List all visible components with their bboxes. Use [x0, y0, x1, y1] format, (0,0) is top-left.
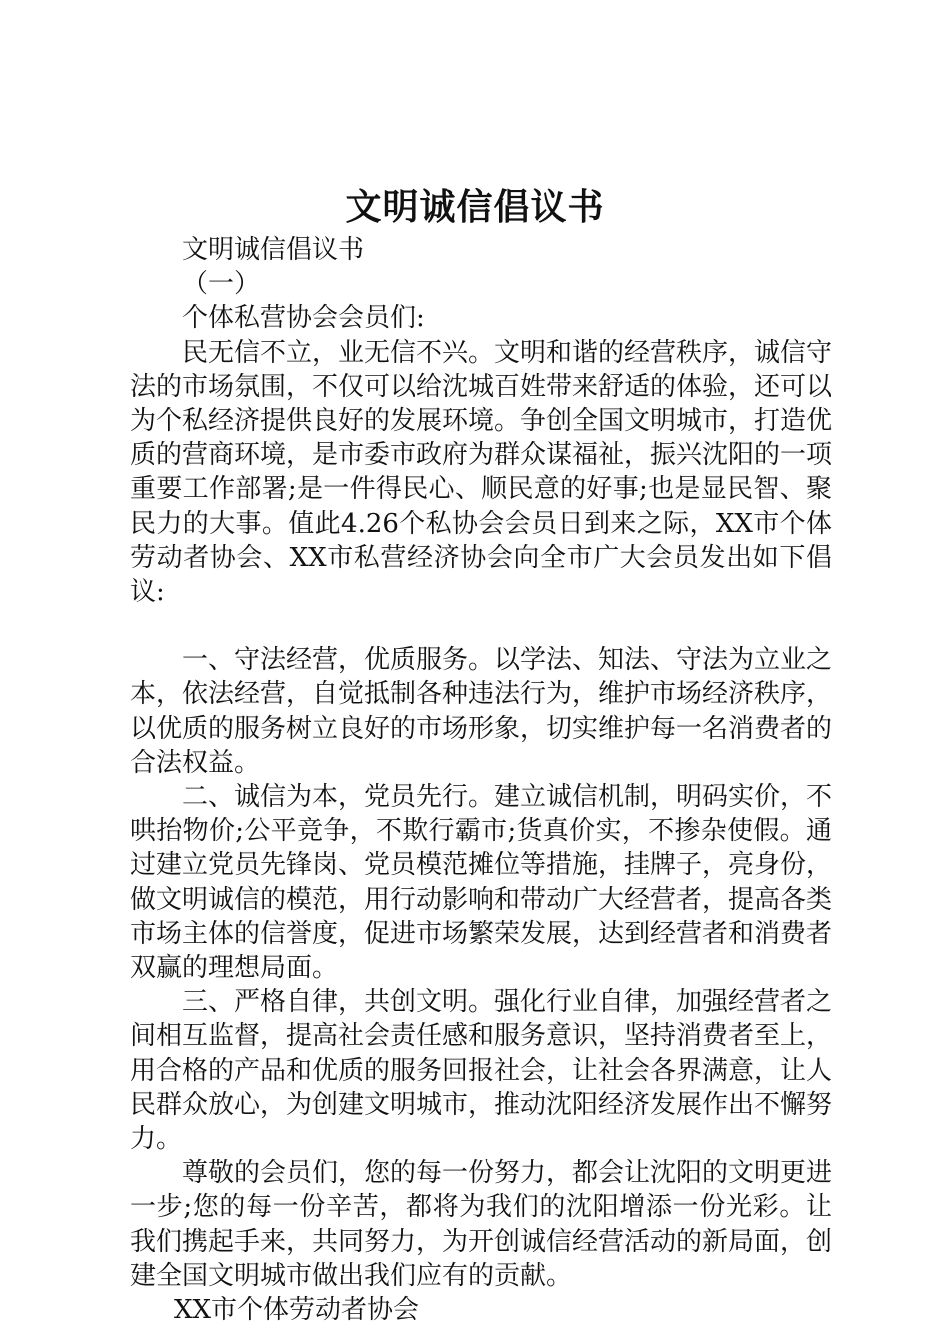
proposal-item-1: 一、守法经营，优质服务。以学法、知法、守法为立业之本，依法经营，自觉抵制各种违法行为，维护市场经济秩序，以优质的服务树立良好的市场形象，切实维护每一名消费者的合法权益。	[130, 645, 833, 778]
salutation: 个体私营协会会员们:	[182, 303, 425, 334]
proposal-item-3: 三、严格自律，共创文明。强化行业自律，加强经营者之间相互监督，提高社会责任感和服务意识，坚持消费者至上，用合格的产品和优质的服务回报社会，让社会各界满意，让人民群众放心，为创建文明城市，推动沈阳经济发展作出不懈努力。	[130, 987, 833, 1155]
document-body	[130, 233, 832, 1327]
paragraph-spacer	[130, 609, 832, 643]
intro-paragraph: 民无信不立，业无信不兴。文明和谐的经营秩序，诚信守法的市场氛围，不仅可以给沈城百姓带来舒适的体验，还可以为个私经济提供良好的发展环境。争创全国文明城市，打造优质的营商环境，是市委市政府为群众谋福祉，振兴沈阳的一项重要工作部署;是一件得民心、顺民意的好事;也是显民智、聚民力的大事。值此4.26个私协会会员日到来之际，XX市个体劳动者协会、XX市私营经济协会向全市广大会员发出如下倡议:	[130, 337, 833, 608]
proposal-item-2: 二、诚信为本，党员先行。建立诚信机制，明码实价，不哄抬物价;公平竞争，不欺行霸市;货真价实，不掺杂使假。通过建立党员先锋岗、党员模范摊位等措施，挂牌子，亮身份，做文明诚信的模范，用行动影响和带动广大经营者，提高各类市场主体的信誉度，促进市场繁荣发展，达到经营者和消费者双赢的理想局面。	[130, 782, 833, 984]
closing-paragraph: 尊敬的会员们，您的每一份努力，都会让沈阳的文明更进一步;您的每一份辛苦，都将为我们的沈阳增添一份光彩。让我们携起手来，共同努力，为开创诚信经营活动的新局面，创建全国文明城市做出我们应有的贡献。	[130, 1158, 833, 1291]
signature: XX市个体劳动者协会	[174, 1295, 420, 1326]
document-subtitle: 文明诚信倡议书	[182, 235, 365, 265]
section-number: （一）	[182, 269, 261, 300]
document-title: 文明诚信倡议书	[345, 187, 605, 228]
